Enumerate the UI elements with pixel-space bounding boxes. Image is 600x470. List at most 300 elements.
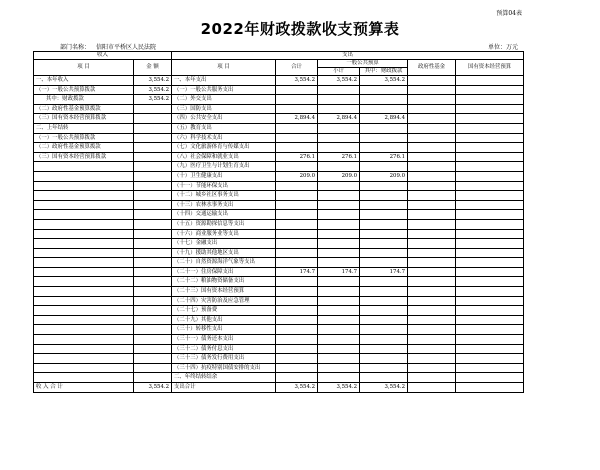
gov-fund-cell — [408, 239, 456, 249]
gov-fund-cell — [408, 95, 456, 105]
income-amount — [134, 325, 172, 335]
state-capital-cell — [456, 152, 524, 162]
gov-fund-cell — [408, 200, 456, 210]
expense-subtotal: 276.1 — [318, 152, 360, 162]
gov-fund-cell — [408, 123, 456, 133]
state-capital-cell — [456, 171, 524, 181]
state-capital-cell — [456, 373, 524, 383]
expense-subtotal — [318, 229, 360, 239]
expense-total — [276, 258, 318, 268]
expense-fiscal — [360, 85, 408, 95]
expense-subtotal — [318, 85, 360, 95]
table-row — [34, 287, 524, 297]
expense-total — [276, 306, 318, 316]
income-amount — [134, 277, 172, 287]
state-capital-cell — [456, 200, 524, 210]
expense-fiscal — [360, 335, 408, 345]
department-name: 信阳市平桥区人民法院 — [95, 44, 156, 51]
expense-fiscal — [360, 325, 408, 335]
income-item: 二、上年结转 — [34, 123, 134, 133]
budget-table — [33, 51, 524, 393]
income-amount — [134, 267, 172, 277]
income-amount — [134, 200, 172, 210]
state-capital-cell — [456, 114, 524, 124]
gov-fund-cell — [408, 171, 456, 181]
fiscal-header: 其中：财政拨款 — [360, 68, 408, 76]
page-title: 2022年财政拨款收支预算表 — [200, 20, 400, 38]
table-row — [34, 363, 524, 373]
expense-item: （二十）自然资源海洋气象等支出 — [172, 258, 276, 268]
income-amount — [134, 143, 172, 153]
table-row — [34, 123, 524, 133]
state-capital-cell — [456, 229, 524, 239]
expense-fiscal — [360, 210, 408, 220]
department-label: 部门名称： — [60, 44, 91, 51]
expense-item: （四）公共安全支出 — [172, 114, 276, 124]
table-row — [34, 95, 524, 105]
table-row — [34, 335, 524, 345]
expense-item: （十七）金融支出 — [172, 239, 276, 249]
expense-fiscal — [360, 258, 408, 268]
expense-fiscal: 2,894.4 — [360, 114, 408, 124]
expense-subtotal: 3,554.2 — [318, 76, 360, 86]
expense-subtotal: 209.0 — [318, 171, 360, 181]
income-amount — [134, 344, 172, 354]
income-amount-header: 金 额 — [134, 60, 172, 76]
expense-fiscal — [360, 219, 408, 229]
income-amount — [134, 210, 172, 220]
income-amount — [134, 191, 172, 201]
expense-item: （三十一）债务还本支出 — [172, 335, 276, 345]
income-item — [34, 325, 134, 335]
income-amount — [134, 287, 172, 297]
income-item: （一）一般公共预算拨款 — [34, 133, 134, 143]
header-row-1 — [34, 52, 524, 60]
table-row — [34, 210, 524, 220]
expense-fiscal — [360, 287, 408, 297]
income-amount — [134, 104, 172, 114]
expense-fiscal — [360, 373, 408, 383]
state-capital-cell — [456, 95, 524, 105]
expense-fiscal — [360, 104, 408, 114]
income-item — [34, 200, 134, 210]
expense-item: （二十二）粮油物资储备支出 — [172, 277, 276, 287]
expense-total — [276, 133, 318, 143]
income-item — [34, 210, 134, 220]
expense-total — [276, 373, 318, 383]
table-row — [34, 306, 524, 316]
expense-fiscal — [360, 277, 408, 287]
state-capital-cell — [456, 277, 524, 287]
income-amount — [134, 335, 172, 345]
state-capital-cell — [456, 219, 524, 229]
gov-fund-cell — [408, 344, 456, 354]
expense-subtotal — [318, 325, 360, 335]
state-capital-header: 国有资本经营预算 — [456, 60, 524, 76]
income-item — [34, 335, 134, 345]
income-amount: 3,554.2 — [134, 76, 172, 86]
expense-subtotal — [318, 239, 360, 249]
expense-total — [276, 287, 318, 297]
table-row — [34, 191, 524, 201]
expense-total — [276, 239, 318, 249]
state-capital-cell — [456, 363, 524, 373]
expense-item: （三十二）债务付息支出 — [172, 344, 276, 354]
gov-fund-cell — [408, 229, 456, 239]
income-item — [34, 277, 134, 287]
expense-total — [276, 354, 318, 364]
income-item: （三）国有资本经营预算拨款 — [34, 114, 134, 124]
expense-fiscal — [360, 143, 408, 153]
income-total-label: 收 入 合 计 — [34, 383, 134, 393]
expense-subtotal — [318, 104, 360, 114]
expense-item: （十四）交通运输支出 — [172, 210, 276, 220]
table-row — [34, 219, 524, 229]
income-total-amount: 3,554.2 — [134, 383, 172, 393]
general-budget-header: 一般公共预算 — [318, 60, 408, 68]
table-row — [34, 200, 524, 210]
state-capital-cell — [456, 335, 524, 345]
expense-total — [276, 123, 318, 133]
state-capital-cell — [456, 162, 524, 172]
state-capital-cell — [456, 143, 524, 153]
state-capital-cell — [456, 104, 524, 114]
expense-fiscal — [360, 344, 408, 354]
table-row — [34, 181, 524, 191]
expense-fiscal: 3,554.2 — [360, 76, 408, 86]
income-amount — [134, 181, 172, 191]
gov-fund-cell — [408, 296, 456, 306]
state-capital-cell — [456, 296, 524, 306]
expense-item: （三十三）债务发行费用支出 — [172, 354, 276, 364]
table-row — [34, 325, 524, 335]
expense-item: （二十一）住房保障支出 — [172, 267, 276, 277]
gov-fund-cell — [408, 114, 456, 124]
income-item: （三）国有资本经营预算拨款 — [34, 152, 134, 162]
income-item — [34, 258, 134, 268]
gov-fund-cell — [408, 248, 456, 258]
expense-subtotal: 174.7 — [318, 267, 360, 277]
income-amount: 3,554.2 — [134, 85, 172, 95]
table-number-label: 预算04表 — [496, 10, 522, 17]
state-capital-cell — [456, 325, 524, 335]
expense-item: （七）文化旅游体育与传媒支出 — [172, 143, 276, 153]
expense-total — [276, 325, 318, 335]
income-header: 收入 — [34, 52, 172, 60]
expense-subtotal: 2,894.4 — [318, 114, 360, 124]
gov-fund-cell — [408, 181, 456, 191]
gov-fund-cell — [408, 133, 456, 143]
expense-subtotal — [318, 335, 360, 345]
expense-total — [276, 143, 318, 153]
gov-fund-cell — [408, 191, 456, 201]
income-amount — [134, 363, 172, 373]
state-capital-cell — [456, 306, 524, 316]
expense-total: 276.1 — [276, 152, 318, 162]
expense-total — [276, 85, 318, 95]
income-item — [34, 171, 134, 181]
expense-item: （十五）资源勘探信息等支出 — [172, 219, 276, 229]
table-row — [34, 354, 524, 364]
income-amount — [134, 315, 172, 325]
table-row — [34, 76, 524, 86]
expense-item: （十三）农林水事务支出 — [172, 200, 276, 210]
expense-fiscal: 276.1 — [360, 152, 408, 162]
total-row — [34, 383, 524, 393]
expense-subtotal — [318, 143, 360, 153]
expense-total — [276, 315, 318, 325]
expense-fiscal — [360, 191, 408, 201]
expense-total — [276, 162, 318, 172]
table-row — [34, 258, 524, 268]
expense-item: （三）国防支出 — [172, 104, 276, 114]
gov-fund-cell — [408, 306, 456, 316]
expense-total — [276, 210, 318, 220]
expense-subtotal — [318, 162, 360, 172]
state-capital-cell — [456, 85, 524, 95]
income-item — [34, 229, 134, 239]
department-line — [60, 42, 156, 51]
expense-total — [276, 296, 318, 306]
expense-subtotal — [318, 210, 360, 220]
subtotal-header: 小计 — [318, 68, 360, 76]
expense-fiscal: 3,554.2 — [360, 383, 408, 393]
expense-item: （十二）城乡社区事务支出 — [172, 191, 276, 201]
gov-fund-cell — [408, 354, 456, 364]
expense-item: （二十四）灾害防治及应急管理 — [172, 296, 276, 306]
expense-total — [276, 248, 318, 258]
table-row — [34, 344, 524, 354]
expense-total — [276, 363, 318, 373]
expense-item: （十六）商业服务业等支出 — [172, 229, 276, 239]
gov-fund-cell — [408, 287, 456, 297]
table-body — [34, 76, 524, 383]
expense-subtotal — [318, 296, 360, 306]
state-capital-cell — [456, 248, 524, 258]
income-item: 一、本年收入 — [34, 76, 134, 86]
total-header: 合计 — [276, 60, 318, 76]
income-item — [34, 344, 134, 354]
state-capital-cell — [456, 123, 524, 133]
table-row — [34, 248, 524, 258]
table-row — [34, 315, 524, 325]
income-item: 其中：财政拨款 — [34, 95, 134, 105]
gov-fund-cell — [408, 383, 456, 393]
gov-fund-cell — [408, 104, 456, 114]
expense-item: （三十）转移性支出 — [172, 325, 276, 335]
expense-fiscal — [360, 181, 408, 191]
state-capital-cell — [456, 258, 524, 268]
income-amount — [134, 152, 172, 162]
income-amount — [134, 239, 172, 249]
expense-subtotal — [318, 219, 360, 229]
income-item: （二）政府性基金预算拨款 — [34, 104, 134, 114]
table-row — [34, 296, 524, 306]
income-item — [34, 239, 134, 249]
income-item — [34, 373, 134, 383]
income-amount — [134, 162, 172, 172]
expense-subtotal — [318, 181, 360, 191]
income-amount — [134, 296, 172, 306]
expense-total — [276, 219, 318, 229]
expense-fiscal — [360, 133, 408, 143]
expense-subtotal — [318, 344, 360, 354]
expense-subtotal — [318, 200, 360, 210]
gov-fund-cell — [408, 277, 456, 287]
income-item — [34, 354, 134, 364]
income-item — [34, 267, 134, 277]
income-item — [34, 181, 134, 191]
expense-subtotal — [318, 277, 360, 287]
income-amount — [134, 248, 172, 258]
expense-total — [276, 95, 318, 105]
income-item — [34, 363, 134, 373]
expense-total — [276, 229, 318, 239]
expense-total — [276, 181, 318, 191]
expense-subtotal — [318, 354, 360, 364]
gov-fund-cell — [408, 373, 456, 383]
income-amount — [134, 219, 172, 229]
table-row — [34, 171, 524, 181]
expense-item: （一）一般公共服务支出 — [172, 85, 276, 95]
unit-label: 单位：万元 — [487, 44, 518, 51]
gov-fund-cell — [408, 152, 456, 162]
expense-total — [276, 277, 318, 287]
income-item — [34, 219, 134, 229]
expense-item: 二、年终结转结余 — [172, 373, 276, 383]
expense-total: 2,894.4 — [276, 114, 318, 124]
income-item — [34, 306, 134, 316]
expense-fiscal: 174.7 — [360, 267, 408, 277]
income-amount — [134, 114, 172, 124]
expense-fiscal — [360, 162, 408, 172]
gov-fund-header: 政府性基金 — [408, 60, 456, 76]
income-item — [34, 287, 134, 297]
income-item: （一）一般公共预算拨款 — [34, 85, 134, 95]
expense-total — [276, 344, 318, 354]
gov-fund-cell — [408, 258, 456, 268]
income-item — [34, 315, 134, 325]
table-row — [34, 114, 524, 124]
expense-subtotal — [318, 287, 360, 297]
table-row — [34, 373, 524, 383]
income-item — [34, 162, 134, 172]
expense-fiscal — [360, 248, 408, 258]
expense-total — [276, 335, 318, 345]
income-item — [34, 248, 134, 258]
gov-fund-cell — [408, 162, 456, 172]
expense-item: （二十九）其他支出 — [172, 315, 276, 325]
income-item: （二）政府性基金预算拨款 — [34, 143, 134, 153]
income-amount — [134, 354, 172, 364]
gov-fund-cell — [408, 315, 456, 325]
expense-subtotal — [318, 95, 360, 105]
expense-fiscal — [360, 306, 408, 316]
income-amount — [134, 133, 172, 143]
expense-total: 3,554.2 — [276, 383, 318, 393]
state-capital-cell — [456, 344, 524, 354]
expense-fiscal — [360, 229, 408, 239]
gov-fund-cell — [408, 325, 456, 335]
income-amount — [134, 258, 172, 268]
expense-subtotal — [318, 123, 360, 133]
table-row — [34, 239, 524, 249]
gov-fund-cell — [408, 267, 456, 277]
table-row — [34, 133, 524, 143]
expense-item: （十）卫生健康支出 — [172, 171, 276, 181]
expense-total — [276, 191, 318, 201]
gov-fund-cell — [408, 219, 456, 229]
expense-total: 174.7 — [276, 267, 318, 277]
expense-item: （八）社会保障和就业支出 — [172, 152, 276, 162]
expense-subtotal — [318, 248, 360, 258]
state-capital-cell — [456, 383, 524, 393]
expense-fiscal — [360, 315, 408, 325]
state-capital-cell — [456, 210, 524, 220]
expense-item: （二十三）国有资本经营预算 — [172, 287, 276, 297]
table-row — [34, 277, 524, 287]
gov-fund-cell — [408, 363, 456, 373]
expense-fiscal — [360, 239, 408, 249]
expense-subtotal — [318, 133, 360, 143]
expense-total-label: 支出合计 — [172, 383, 276, 393]
expense-fiscal — [360, 200, 408, 210]
expense-subtotal — [318, 306, 360, 316]
expense-total: 209.0 — [276, 171, 318, 181]
expense-item: （二）外交支出 — [172, 95, 276, 105]
state-capital-cell — [456, 133, 524, 143]
state-capital-cell — [456, 287, 524, 297]
gov-fund-cell — [408, 210, 456, 220]
expense-item-header: 项 目 — [172, 60, 276, 76]
state-capital-cell — [456, 267, 524, 277]
table-row — [34, 229, 524, 239]
table-row — [34, 85, 524, 95]
income-amount — [134, 306, 172, 316]
gov-fund-cell — [408, 143, 456, 153]
state-capital-cell — [456, 315, 524, 325]
table-row — [34, 267, 524, 277]
expense-total — [276, 104, 318, 114]
gov-fund-cell — [408, 85, 456, 95]
gov-fund-cell — [408, 335, 456, 345]
table-row — [34, 152, 524, 162]
header-row-2 — [34, 60, 524, 68]
table-row — [34, 104, 524, 114]
expense-fiscal — [360, 95, 408, 105]
expense-item: （五）教育支出 — [172, 123, 276, 133]
expense-fiscal — [360, 296, 408, 306]
expense-subtotal — [318, 191, 360, 201]
income-item-header: 项 目 — [34, 60, 134, 76]
expense-fiscal: 209.0 — [360, 171, 408, 181]
expense-item: 一、本年支出 — [172, 76, 276, 86]
expense-item: （十一）节能环保支出 — [172, 181, 276, 191]
expense-subtotal: 3,554.2 — [318, 383, 360, 393]
expense-item: （三十四）抗疫特别国债安排的支出 — [172, 363, 276, 373]
expense-item: （二十七）预备费 — [172, 306, 276, 316]
state-capital-cell — [456, 181, 524, 191]
income-amount — [134, 123, 172, 133]
expense-fiscal — [360, 123, 408, 133]
table-row — [34, 162, 524, 172]
state-capital-cell — [456, 76, 524, 86]
expense-subtotal — [318, 373, 360, 383]
state-capital-cell — [456, 354, 524, 364]
income-amount — [134, 373, 172, 383]
expense-header: 支出 — [172, 52, 524, 60]
expense-item: （十九）援助其他地区支出 — [172, 248, 276, 258]
